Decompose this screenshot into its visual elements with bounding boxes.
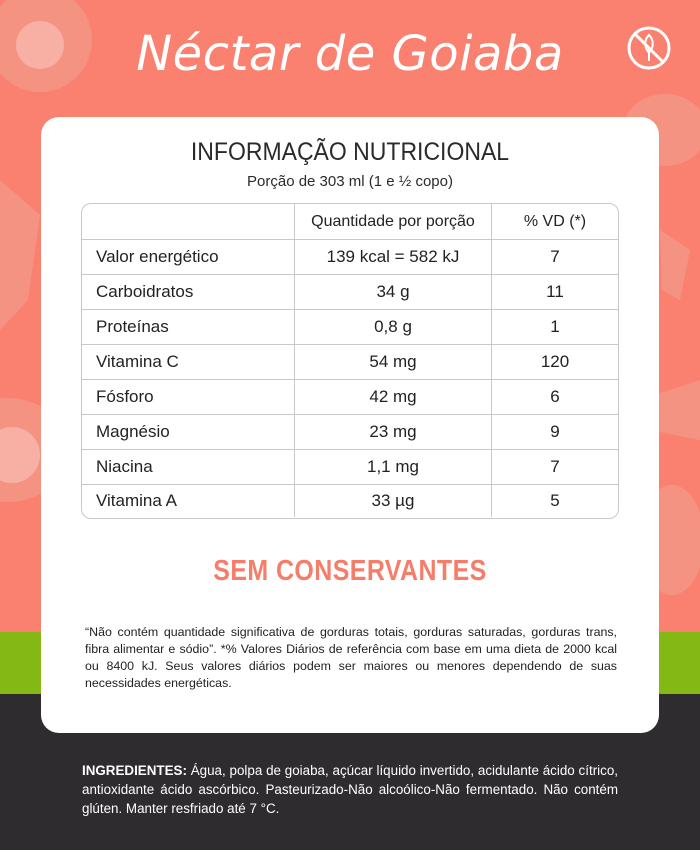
nutrient-amount: 23 mg <box>295 415 492 449</box>
header-cell-vd: % VD (*) <box>523 212 587 230</box>
nutrient-vd: 7 <box>550 457 560 476</box>
nutrition-card <box>41 117 659 733</box>
nutrient-name: Vitamina C <box>82 345 295 379</box>
nutrient-amount: 34 g <box>295 275 492 309</box>
nutrient-vd: 11 <box>546 282 564 301</box>
table-row <box>82 309 618 344</box>
nutrient-amount: 33 µg <box>295 485 492 517</box>
ingredients-label: INGREDIENTES: <box>82 763 187 778</box>
nutrient-amount: 42 mg <box>295 380 492 414</box>
nutrient-name: Proteínas <box>82 310 295 344</box>
nutrition-table <box>81 203 619 519</box>
nutrient-vd: 9 <box>550 422 560 441</box>
product-name: Néctar de Goiaba <box>136 26 564 82</box>
nutrient-amount: 1,1 mg <box>295 450 492 484</box>
no-preservatives-claim: SEM CONSERVANTES <box>213 555 487 587</box>
nutrient-amount: 139 kcal = 582 kJ <box>295 240 492 274</box>
table-row <box>82 414 618 449</box>
header-cell-name <box>82 204 295 239</box>
nutrient-vd: 5 <box>550 491 560 510</box>
table-row <box>82 239 618 274</box>
ingredients-section <box>82 761 618 818</box>
table-row <box>82 344 618 379</box>
portion-size: Porção de 303 ml (1 e ½ copo) <box>247 173 453 190</box>
nutrient-name: Magnésio <box>82 415 295 449</box>
table-row <box>82 449 618 484</box>
nutrient-amount: 54 mg <box>295 345 492 379</box>
nutrient-vd: 7 <box>550 247 560 266</box>
nutrient-amount: 0,8 g <box>295 310 492 344</box>
nutrition-heading: INFORMAÇÃO NUTRICIONAL <box>190 138 510 166</box>
nutrient-name: Carboidratos <box>82 275 295 309</box>
nutrient-vd: 1 <box>550 317 560 336</box>
table-row <box>82 379 618 414</box>
nutrient-name: Fósforo <box>82 380 295 414</box>
nutrition-footnote: “Não contém quantidade significativa de gorduras totais, gorduras saturadas, gorduras trans, fibra alimentar e sódio”. *% Valores Diários de referência com base em uma dieta de 2000 kcal ou 8400 kJ. Seus valores diários podem ser maiores ou menores dependendo de suas necessidades energéticas. <box>85 625 617 690</box>
nutrient-name: Niacina <box>82 450 295 484</box>
nutrient-vd: 120 <box>540 352 570 371</box>
table-row <box>82 484 618 517</box>
nutrient-vd: 6 <box>550 387 560 406</box>
ingredients-text: Água, polpa de goiaba, açúcar líquido invertido, acidulante ácido cítrico, antioxidante ácido ascórbico. Pasteurizado-Não alcoólico-Não fermentado. Não contém glúten. Manter resfriado até 7 °C. <box>82 763 618 816</box>
nutrient-name: Valor energético <box>82 240 295 274</box>
table-header-row <box>82 204 618 239</box>
nutrient-name: Vitamina A <box>82 485 295 517</box>
header-cell-amount: Quantidade por porção <box>295 204 492 239</box>
gluten-free-icon <box>626 25 672 71</box>
table-row <box>82 274 618 309</box>
